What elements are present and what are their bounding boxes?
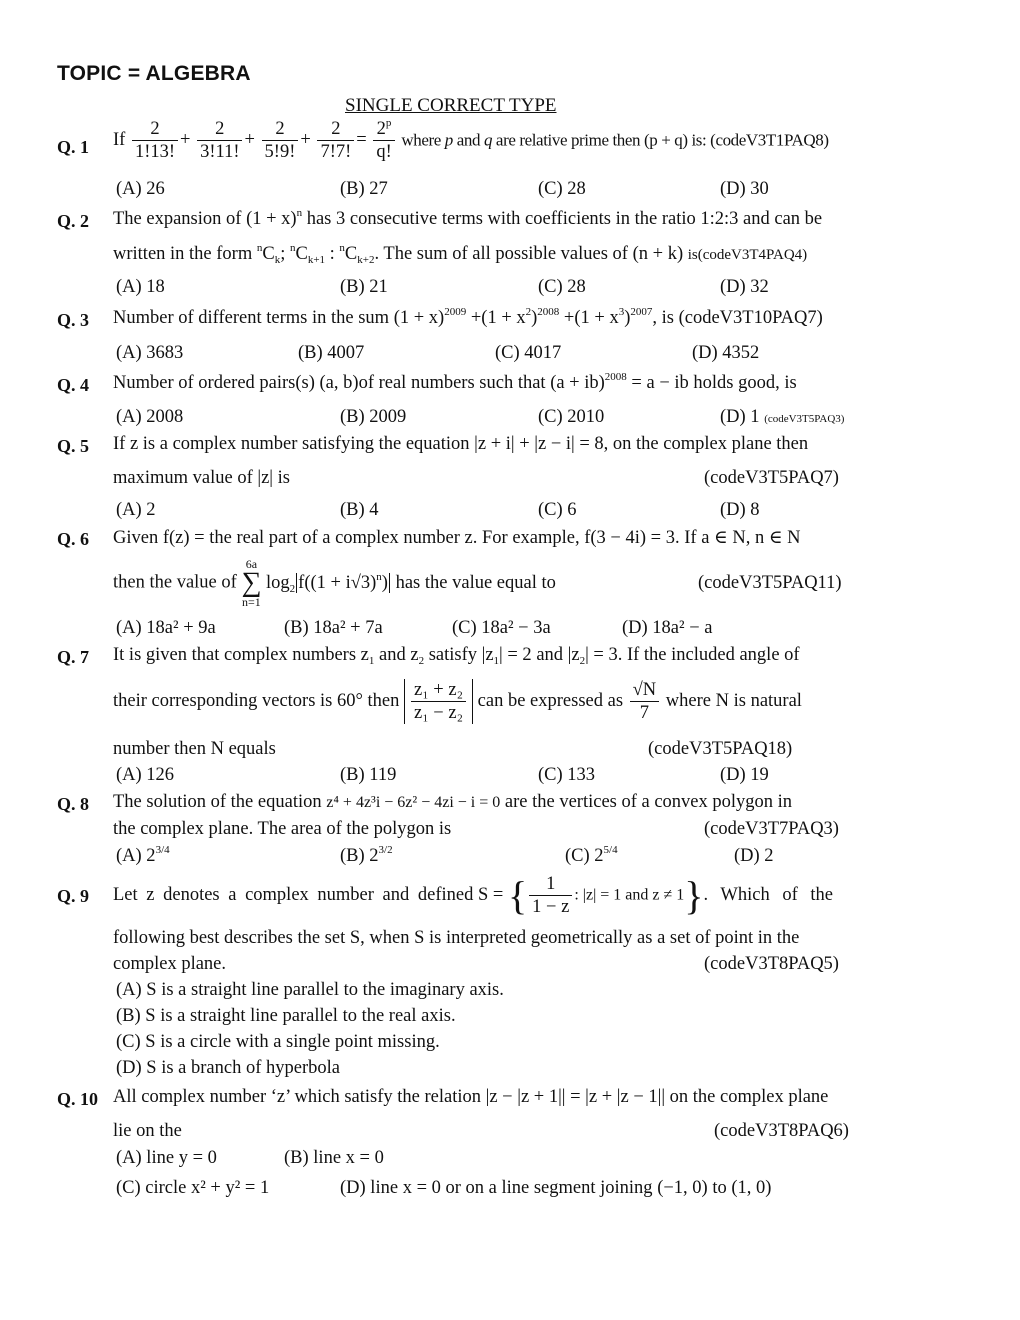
q2-line2: written in the form $^nC_k$; $^nC_{k+1}$ : $^nC_{k+2}$. The sum of all possible values of (n + k) is(codeV3T4PAQ4) xyxy=(113,242,808,266)
q7-abs-fraction: $\frac{\text{z₁ + z₂}}{\text{z₁ − z₂}}$ xyxy=(404,679,473,724)
q8-number: Q. 8 xyxy=(57,794,90,814)
q10-code: (codeV3T8PAQ6) xyxy=(714,1121,849,1141)
q3-option-d: (D) 4352 xyxy=(692,343,760,363)
q9-option-d: (D) S is a branch of hyperbola xyxy=(116,1058,340,1078)
q7-option-d: (D) 19 xyxy=(720,765,769,785)
q5-number: Q. 5 xyxy=(57,436,90,456)
q1-frac-rhs: $\frac{2^p}{q!}$ xyxy=(373,118,394,163)
q5-option-a: (A) 2 xyxy=(116,500,156,520)
q6-option-d: (D) 18a² − a xyxy=(622,618,713,638)
q9-code: (codeV3T8PAQ5) xyxy=(704,954,839,974)
q1-option-d: (D) 30 xyxy=(720,179,769,199)
q2-option-c: (C) 28 xyxy=(538,277,586,297)
q4-option-b: (B) 2009 xyxy=(340,407,407,427)
q4-option-d: (D) 1 (codeV3T5PAQ3) xyxy=(720,407,845,427)
q10-line1: All complex number ‘z’ which satisfy the relation |z − |z + 1|| = |z + |z − 1|| on the complex plane xyxy=(113,1087,829,1107)
q7-line1: It is given that complex numbers $z_1$ and $z_2$ satisfy $|z_1| = 2$ and $|z_2| = 3$. If the included angle of xyxy=(113,645,800,667)
q3-option-b: (B) 4007 xyxy=(298,343,365,363)
q7-option-c: (C) 133 xyxy=(538,765,596,785)
q2-number: Q. 2 xyxy=(57,211,90,231)
q5-option-b: (B) 4 xyxy=(340,500,379,520)
q7-number: Q. 7 xyxy=(57,647,90,667)
q5-option-c: (C) 6 xyxy=(538,500,577,520)
q4-option-a: (A) 2008 xyxy=(116,407,184,427)
q8-line2: the complex plane. The area of the polygon is xyxy=(113,819,452,839)
q10-number: Q. 10 xyxy=(57,1089,99,1109)
q10-option-a: (A) line y = 0 xyxy=(116,1148,217,1168)
q1-frac-1: $\frac{2}{1!13!}$ xyxy=(132,118,178,163)
q3-number: Q. 3 xyxy=(57,310,90,330)
q1-option-b: (B) 27 xyxy=(340,179,388,199)
q4-text: Number of ordered pairs(s) (a, b)of real numbers such that (a + ib)$^{2008}$ = a − ib holds good, is xyxy=(113,371,797,393)
q8-option-c: (C) $2^{5/4}$ xyxy=(565,844,618,866)
q1-frac-2: $\frac{2}{3!11!}$ xyxy=(197,118,242,163)
q6-number: Q. 6 xyxy=(57,529,90,549)
q9-line1: Let z denotes a complex number and defined S = { $\frac{1}{1 - z}$ : |z| = 1 and z ≠ 1}. Which of the xyxy=(113,873,833,918)
q6-line2: then the value of 6a ∑ n=1 $\log_2 f((1 + i√3)^n)$ has the value equal to xyxy=(113,557,556,609)
q9-option-b: (B) S is a straight line parallel to the real axis. xyxy=(116,1006,456,1026)
q6-line1: Given f(z) = the real part of a complex number z. For example, f(3 − 4i) = 3. If a ∈ N, n ∈ N xyxy=(113,528,801,548)
q3-text: Number of different terms in the sum $(1 + x)^{2009} +(1 + x^2)^{2008} +(1 + x^3)^{2007}$, is (codeV3T10PAQ7) xyxy=(113,306,823,328)
q1-frac-3: $\frac{2}{5!9!}$ xyxy=(262,118,299,163)
q7-option-b: (B) 119 xyxy=(340,765,397,785)
q6-option-c: (C) 18a² − 3a xyxy=(452,618,551,638)
q9-fraction: $\frac{1}{1 - z}$ xyxy=(529,873,572,918)
q1-number: Q. 1 xyxy=(57,137,90,157)
q7-root-fraction: $\frac{√N}{7}$ xyxy=(630,679,660,724)
q6-option-a: (A) 18a² + 9a xyxy=(116,618,216,638)
q7-option-a: (A) 126 xyxy=(116,765,175,785)
q6-option-b: (B) 18a² + 7a xyxy=(284,618,383,638)
q10-option-c: (C) circle x² + y² = 1 xyxy=(116,1178,270,1198)
q10-option-d: (D) line x = 0 or on a line segment joining (−1, 0) to (1, 0) xyxy=(340,1178,772,1198)
q4-option-c: (C) 2010 xyxy=(538,407,605,427)
q1-option-a: (A) 26 xyxy=(116,179,165,199)
q4-number: Q. 4 xyxy=(57,375,90,395)
q10-line2: lie on the xyxy=(113,1121,182,1141)
q9-line3: complex plane. xyxy=(113,954,227,974)
q3-option-c: (C) 4017 xyxy=(495,343,562,363)
q8-line1: The solution of the equation z⁴ + 4z³i − 6z² − 4zi − i = 0 are the vertices of a convex polygon in xyxy=(113,792,793,812)
q6-code: (codeV3T5PAQ11) xyxy=(698,573,842,593)
q1-text: If $\frac{2}{1!13!}$ + $\frac{2}{3!11!}$ + $\frac{2}{5!9!}$ + $\frac{2}{7!7!}$ = $\frac{2^p}{q!}$ where p and q are relative prime then (p + q) is: (codeV3T1PAQ8) xyxy=(113,117,829,162)
q7-code: (codeV3T5PAQ18) xyxy=(648,739,793,759)
q2-line1: The expansion of $(1 + x)^n$ has 3 consecutive terms with coefficients in the ratio 1:2:3 and can be xyxy=(113,207,823,229)
q5-line1: If z is a complex number satisfying the equation |z + i| + |z − i| = 8, on the complex plane then xyxy=(113,434,809,454)
q8-option-b: (B) $2^{3/2}$ xyxy=(340,844,393,866)
q1-option-c: (C) 28 xyxy=(538,179,586,199)
q9-option-a: (A) S is a straight line parallel to the imaginary axis. xyxy=(116,980,504,1000)
q9-number: Q. 9 xyxy=(57,886,90,906)
q9-option-c: (C) S is a circle with a single point missing. xyxy=(116,1032,440,1052)
q9-line2: following best describes the set S, when S is interpreted geometrically as a set of point in the xyxy=(113,928,800,948)
q2-option-d: (D) 32 xyxy=(720,277,769,297)
section-heading: SINGLE CORRECT TYPE xyxy=(345,95,557,116)
q2-option-b: (B) 21 xyxy=(340,277,388,297)
q2-option-a: (A) 18 xyxy=(116,277,165,297)
q3-option-a: (A) 3683 xyxy=(116,343,184,363)
q8-option-a: (A) $2^{3/4}$ xyxy=(116,844,170,866)
q10-option-b: (B) line x = 0 xyxy=(284,1148,384,1168)
q6-summation: 6a ∑ n=1 xyxy=(241,557,262,609)
q7-line2: their corresponding vectors is 60° then $\frac{\text{z₁ + z₂}}{\text{z₁ − z₂}}$ can be expressed as $\frac{√N}{7}$ where N is natural xyxy=(113,680,802,723)
q8-option-d: (D) 2 xyxy=(734,846,774,866)
topic-title: TOPIC = ALGEBRA xyxy=(57,62,251,85)
q5-code: (codeV3T5PAQ7) xyxy=(704,468,839,488)
q7-line3: number then N equals xyxy=(113,739,276,759)
q5-option-d: (D) 8 xyxy=(720,500,760,520)
q8-code: (codeV3T7PAQ3) xyxy=(704,819,839,839)
q1-frac-4: $\frac{2}{7!7!}$ xyxy=(317,118,354,163)
q5-line2: maximum value of |z| is xyxy=(113,468,290,488)
